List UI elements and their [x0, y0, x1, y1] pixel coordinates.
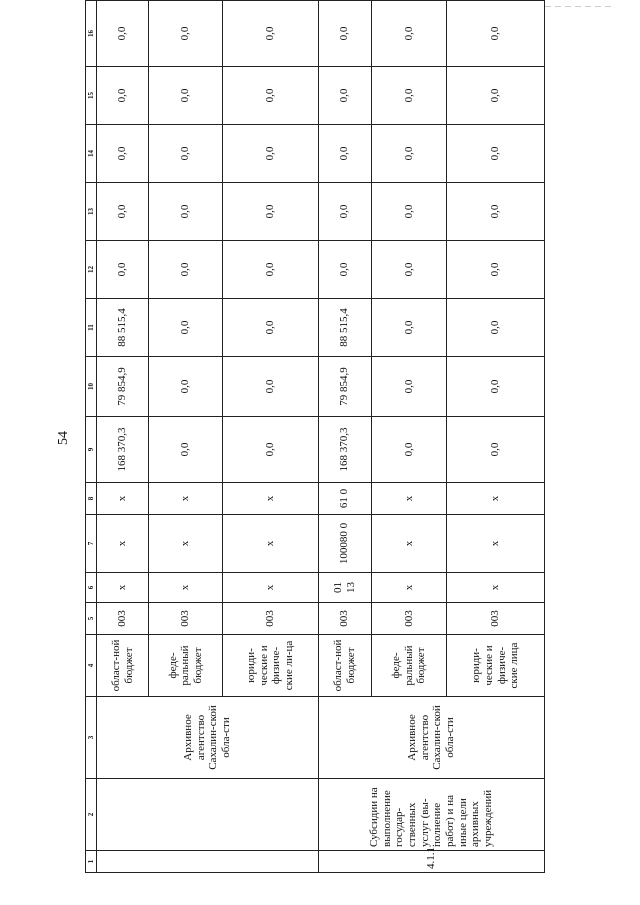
value-cell: 0,0	[223, 241, 319, 299]
value-cell: 0,0	[149, 1, 223, 67]
value-cell: х	[149, 573, 223, 603]
value-cell: 0,0	[447, 357, 545, 417]
value-cell: 0,0	[447, 67, 545, 125]
value-cell: 0,0	[318, 183, 371, 241]
value-cell: 0,0	[447, 1, 545, 67]
measure-empty	[97, 779, 319, 851]
funding-source: феде-ральный бюджет	[371, 635, 446, 697]
value-cell: х	[149, 483, 223, 515]
value-cell: 0,0	[371, 299, 446, 357]
value-cell: 01 13	[318, 573, 371, 603]
column-number-15: 15	[86, 67, 97, 125]
funding-source: юриди-ческие и физиче-ские ли-ца	[223, 635, 319, 697]
value-cell: 003	[149, 603, 223, 635]
funding-source: област-ной бюджет	[97, 635, 149, 697]
value-cell: х	[223, 483, 319, 515]
value-cell: х	[97, 483, 149, 515]
value-cell: х	[447, 573, 545, 603]
column-number-12: 12	[86, 241, 97, 299]
value-cell: 0,0	[149, 125, 223, 183]
page-number: 54	[56, 431, 71, 445]
value-cell: 0,0	[97, 241, 149, 299]
executor-cell: Архивное агентство Сахалин-ской обла-сти	[318, 697, 544, 779]
value-cell: 003	[447, 603, 545, 635]
measure-name: Субсидии на выполнение государ-ственных услуг (вы-полнение работ) и на иные цели архивных учреждений	[318, 779, 544, 851]
column-number-1: 1	[86, 851, 97, 873]
value-cell: 0,0	[223, 1, 319, 67]
value-cell: 61 0	[318, 483, 371, 515]
value-cell: 79 854,9	[318, 357, 371, 417]
value-cell: 003	[371, 603, 446, 635]
funding-source: юриди-ческие и физиче-ские лица	[447, 635, 545, 697]
value-cell: 0,0	[149, 183, 223, 241]
value-cell: 0,0	[223, 299, 319, 357]
value-cell: 88 515,4	[318, 299, 371, 357]
column-number-9: 9	[86, 417, 97, 483]
value-cell: 0,0	[318, 1, 371, 67]
value-cell: 0,0	[318, 67, 371, 125]
value-cell: 0,0	[447, 241, 545, 299]
row-label: 4.1.1.	[318, 851, 544, 873]
value-cell: 0,0	[371, 67, 446, 125]
value-cell: 0,0	[97, 67, 149, 125]
value-cell: 0,0	[97, 183, 149, 241]
value-cell: 0,0	[97, 125, 149, 183]
column-number-3: 3	[86, 697, 97, 779]
value-cell: х	[371, 483, 446, 515]
column-number-16: 16	[86, 1, 97, 67]
value-cell: 79 854,9	[97, 357, 149, 417]
value-cell: 168 370,3	[318, 417, 371, 483]
value-cell: 168 370,3	[97, 417, 149, 483]
value-cell: 0,0	[223, 357, 319, 417]
column-number-11: 11	[86, 299, 97, 357]
column-number-8: 8	[86, 483, 97, 515]
column-number-6: 6	[86, 573, 97, 603]
value-cell: 88 515,4	[97, 299, 149, 357]
value-cell: 0,0	[97, 1, 149, 67]
table-row	[97, 1, 149, 873]
value-cell: 0,0	[149, 299, 223, 357]
column-number-14: 14	[86, 125, 97, 183]
value-cell: х	[371, 515, 446, 573]
value-cell: х	[97, 515, 149, 573]
executor-cell: Архивное агентство Сахалин-ской обла-сти	[97, 697, 319, 779]
value-cell: 0,0	[149, 417, 223, 483]
value-cell: 0,0	[371, 241, 446, 299]
value-cell: 0,0	[149, 67, 223, 125]
value-cell: 0,0	[447, 299, 545, 357]
column-number-row	[86, 1, 97, 873]
value-cell: 0,0	[149, 357, 223, 417]
value-cell: х	[447, 515, 545, 573]
value-cell: 0,0	[318, 125, 371, 183]
table-row	[318, 1, 371, 873]
value-cell: 0,0	[447, 183, 545, 241]
column-number-5: 5	[86, 603, 97, 635]
funding-source: област-ной бюджет	[318, 635, 371, 697]
value-cell: 0,0	[223, 183, 319, 241]
value-cell: х	[97, 573, 149, 603]
value-cell: х	[223, 573, 319, 603]
column-number-7: 7	[86, 515, 97, 573]
value-cell: 0,0	[447, 125, 545, 183]
column-number-10: 10	[86, 357, 97, 417]
value-cell: 0,0	[149, 241, 223, 299]
value-cell: 0,0	[371, 183, 446, 241]
value-cell: 003	[97, 603, 149, 635]
value-cell: 100080 0	[318, 515, 371, 573]
value-cell: 0,0	[371, 357, 446, 417]
value-cell: 0,0	[371, 125, 446, 183]
budget-table-rotated	[85, 3, 545, 873]
value-cell: 003	[223, 603, 319, 635]
scan-artifact	[545, 6, 615, 7]
value-cell: 0,0	[371, 417, 446, 483]
value-cell: х	[371, 573, 446, 603]
column-number-4: 4	[86, 635, 97, 697]
value-cell: 0,0	[223, 125, 319, 183]
value-cell: 0,0	[447, 417, 545, 483]
value-cell: х	[149, 515, 223, 573]
value-cell: 0,0	[318, 241, 371, 299]
row-label-empty	[97, 851, 319, 873]
value-cell: 0,0	[223, 67, 319, 125]
value-cell: 0,0	[371, 1, 446, 67]
column-number-2: 2	[86, 779, 97, 851]
funding-source: феде-ральный бюджет	[149, 635, 223, 697]
value-cell: 0,0	[223, 417, 319, 483]
value-cell: 003	[318, 603, 371, 635]
value-cell: х	[223, 515, 319, 573]
value-cell: х	[447, 483, 545, 515]
column-number-13: 13	[86, 183, 97, 241]
budget-table	[85, 0, 545, 873]
